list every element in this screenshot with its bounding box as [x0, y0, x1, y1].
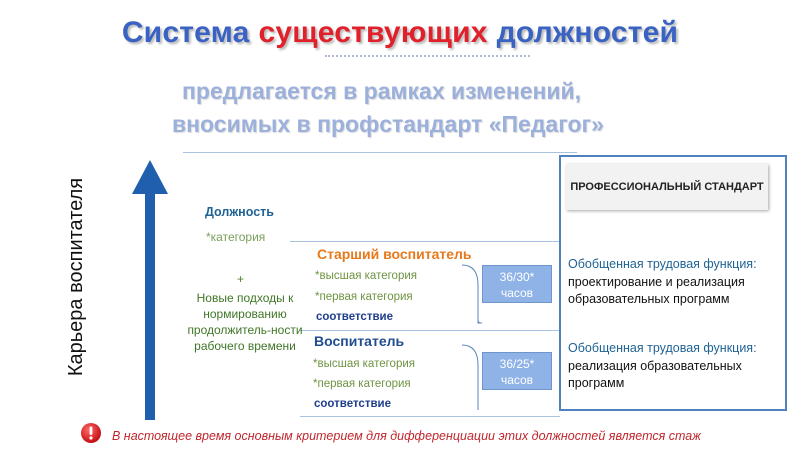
senior-hours-value: 36/30*	[499, 270, 535, 284]
slide-title	[0, 16, 800, 50]
teacher-grade-high: *высшая категория	[313, 358, 415, 370]
teacher-grade-first: *первая категория	[313, 378, 411, 390]
divider-line	[300, 416, 560, 417]
senior-conformity: соответствие	[316, 311, 393, 323]
teacher-conformity: соответствие	[314, 398, 391, 410]
exclamation-icon	[80, 422, 102, 444]
footnote-text: В настоящее время основным критерием для дифференциации этих должностей является стаж	[112, 429, 701, 443]
category-legend: *категория	[206, 230, 266, 244]
senior-teacher-title: Старший воспитатель	[317, 246, 472, 262]
senior-hours-box	[482, 265, 552, 303]
position-legend: Должность	[205, 205, 274, 219]
ghost-text-fragment	[325, 55, 530, 61]
plus-sign: +	[237, 272, 245, 286]
new-approaches-text: Новые подходы к нормированию продолжитель-ности рабочего времени	[187, 291, 303, 353]
senior-grade-high: *высшая категория	[315, 270, 417, 282]
function-1-heading: Обобщенная трудовая функция:	[568, 257, 757, 271]
function-2-body: реализация образовательных программ	[568, 359, 742, 390]
teacher-hours-unit: часов	[500, 373, 534, 387]
senior-hours-unit: часов	[500, 286, 534, 300]
title-part-3: должностей	[496, 16, 679, 49]
function-1-body: проектирование и реализация образовательных программ	[568, 275, 745, 306]
up-arrow-icon	[130, 160, 170, 420]
teacher-hours-value: 36/25*	[499, 357, 535, 371]
subtitle-line-1: предлагается в рамках изменений,	[182, 78, 582, 104]
title-part-1: Система	[121, 16, 250, 49]
career-axis-label: Карьера воспитателя	[65, 177, 87, 377]
senior-grade-first: *первая категория	[315, 291, 413, 303]
function-2-heading: Обобщенная трудовая функция:	[568, 341, 757, 355]
professional-standard-label: ПРОФЕССИОНАЛЬНЫЙ СТАНДАРТ	[566, 164, 768, 210]
title-part-2: существующих	[258, 16, 488, 49]
divider-line	[183, 152, 577, 153]
subtitle-line-2: вносимых в профстандарт «Педагог»	[172, 111, 604, 137]
divider-line	[290, 241, 560, 242]
teacher-title: Воспитатель	[314, 333, 405, 349]
teacher-hours-box	[482, 352, 552, 390]
